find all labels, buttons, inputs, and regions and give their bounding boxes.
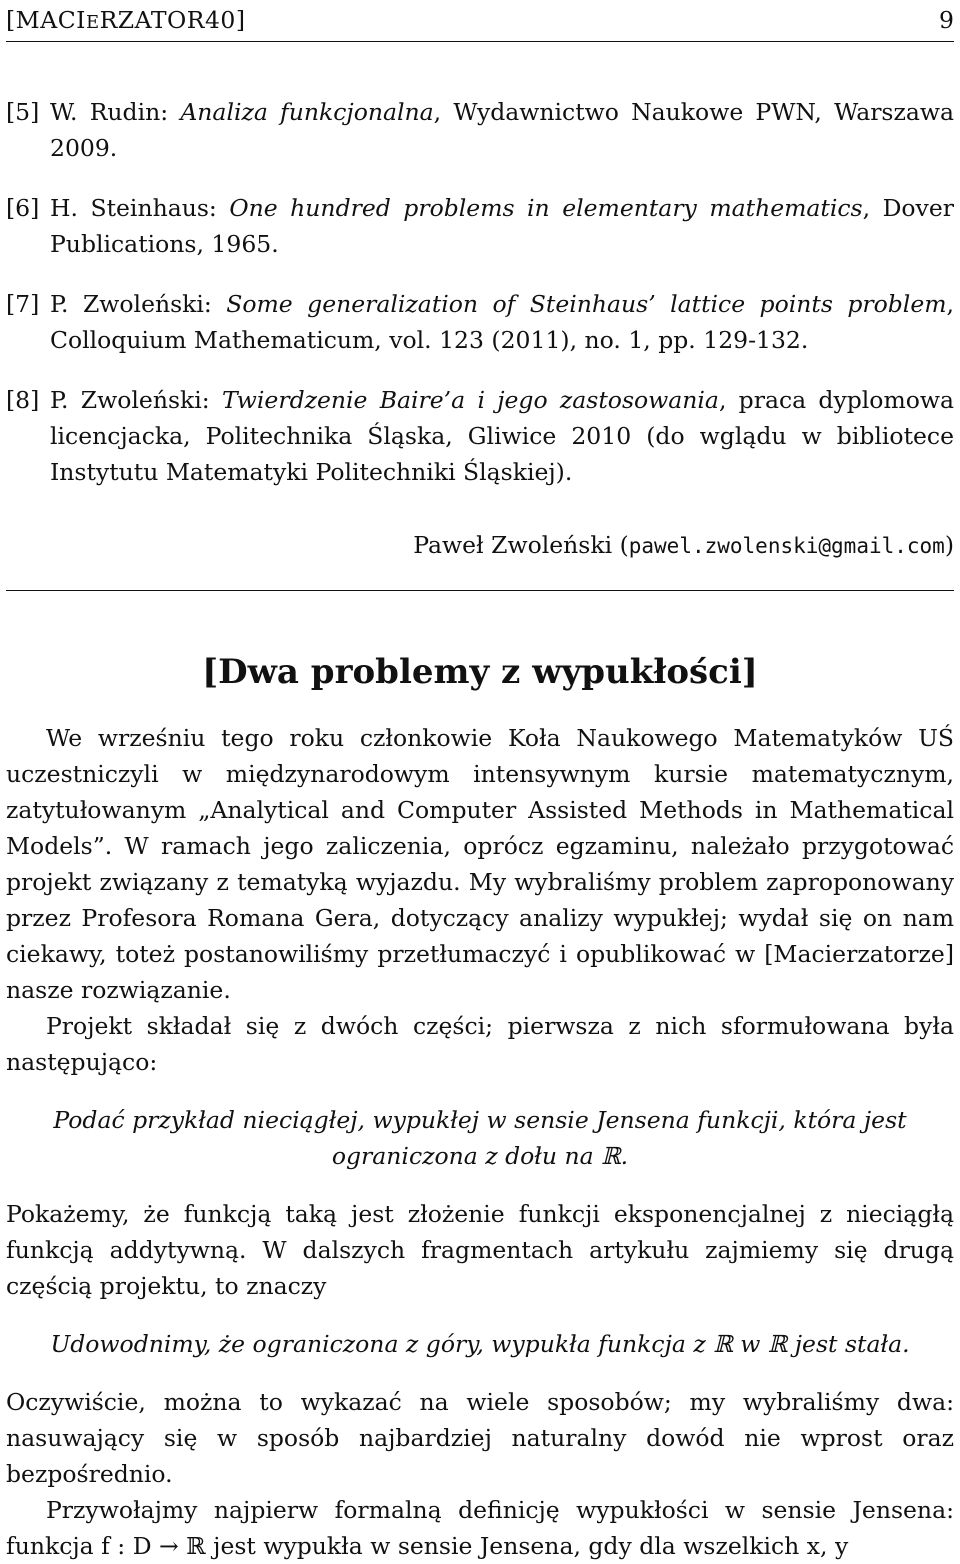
page-number: 9 <box>939 6 954 34</box>
reference-item: [5] W. Rudin: Analiza funkcjonalna, Wydawnictwo Naukowe PWN, Warszawa 2009. <box>6 98 955 162</box>
author-signature: Paweł Zwoleński (pawel.zwolenski@gmail.com) <box>413 531 954 559</box>
paragraph: We wrześniu tego roku członkowie Koła Naukowego Matematyków UŚ uczestniczyli w międzynarodowym intensywnym kursie matematycznym, zatytułowanym „Analytical and Computer Assisted Methods in Mathematical Models”. W ramach jego zaliczenia, oprócz egzaminu, należało przygotować projekt związany z tematyką wyjazdu. My wybraliśmy problem zaproponowany przez Profesora Romana Gera, dotyczący analizy wypukłej; wydał się on nam ciekawy, toteż postanowiliśmy przetłumaczyć i opublikować w [Macierzatorze] nasze rozwiązanie. <box>6 724 954 1004</box>
article-title: [Dwa problemy z wypukłości] <box>202 652 758 692</box>
paragraph: Oczywiście, można to wykazać na wiele sposobów; my wybraliśmy dwa: nasuwający się w sposób najbardziej naturalny dowód nie wprost oraz bezpośrednio. <box>6 1388 954 1488</box>
paragraph: Przywołajmy najpierw formalną definicję wypukłości w sensie Jensena: funkcja f : D → ℝ jest wypukła w sensie Jensena, gdy dla wszelkich x, y <box>6 1496 954 1560</box>
author-email[interactable]: pawel.zwolenski@gmail.com <box>628 534 945 558</box>
paragraph: Projekt składał się z dwóch części; pierwsza z nich sformułowana była następująco: <box>6 1012 954 1076</box>
problem-statement: Podać przykład nieciągłej, wypukłej w sensie Jensena funkcji, która jest ograniczona z dołu na ℝ. <box>53 1106 907 1170</box>
reference-item: [6] H. Steinhaus: One hundred problems in elementary mathematics, Dover Publications, 1965. <box>6 194 954 258</box>
article-body <box>6 720 954 1564</box>
section-divider <box>6 590 954 591</box>
theorem-statement: Udowodnimy, że ograniczona z góry, wypukła funkcja z ℝ w ℝ jest stała. <box>50 1330 910 1358</box>
header-rule <box>6 41 954 42</box>
running-header <box>6 2 954 38</box>
reference-item: [8] P. Zwoleński: Twierdzenie Baire’a i jego zastosowania, praca dyplomowa licencjacka, Politechnika Śląska, Gliwice 2010 (do wglądu w bibliotece Instytutu Matematyki Politechniki Śląskiej). <box>6 386 955 486</box>
paragraph: Pokażemy, że funkcją taką jest złożenie funkcji eksponencjalnej z nieciągłą funkcją addytywną. W dalszych fragmentach artykułu zajmiemy się drugą częścią projektu, to znaczy <box>6 1200 954 1300</box>
reference-list <box>6 94 954 514</box>
journal-name: [MACIERZATOR40] <box>6 6 246 34</box>
reference-item: [7] P. Zwoleński: Some generalization of Steinhaus’ lattice points problem, Colloquium Mathematicum, vol. 123 (2011), no. 1, pp. 129-132. <box>6 290 955 354</box>
